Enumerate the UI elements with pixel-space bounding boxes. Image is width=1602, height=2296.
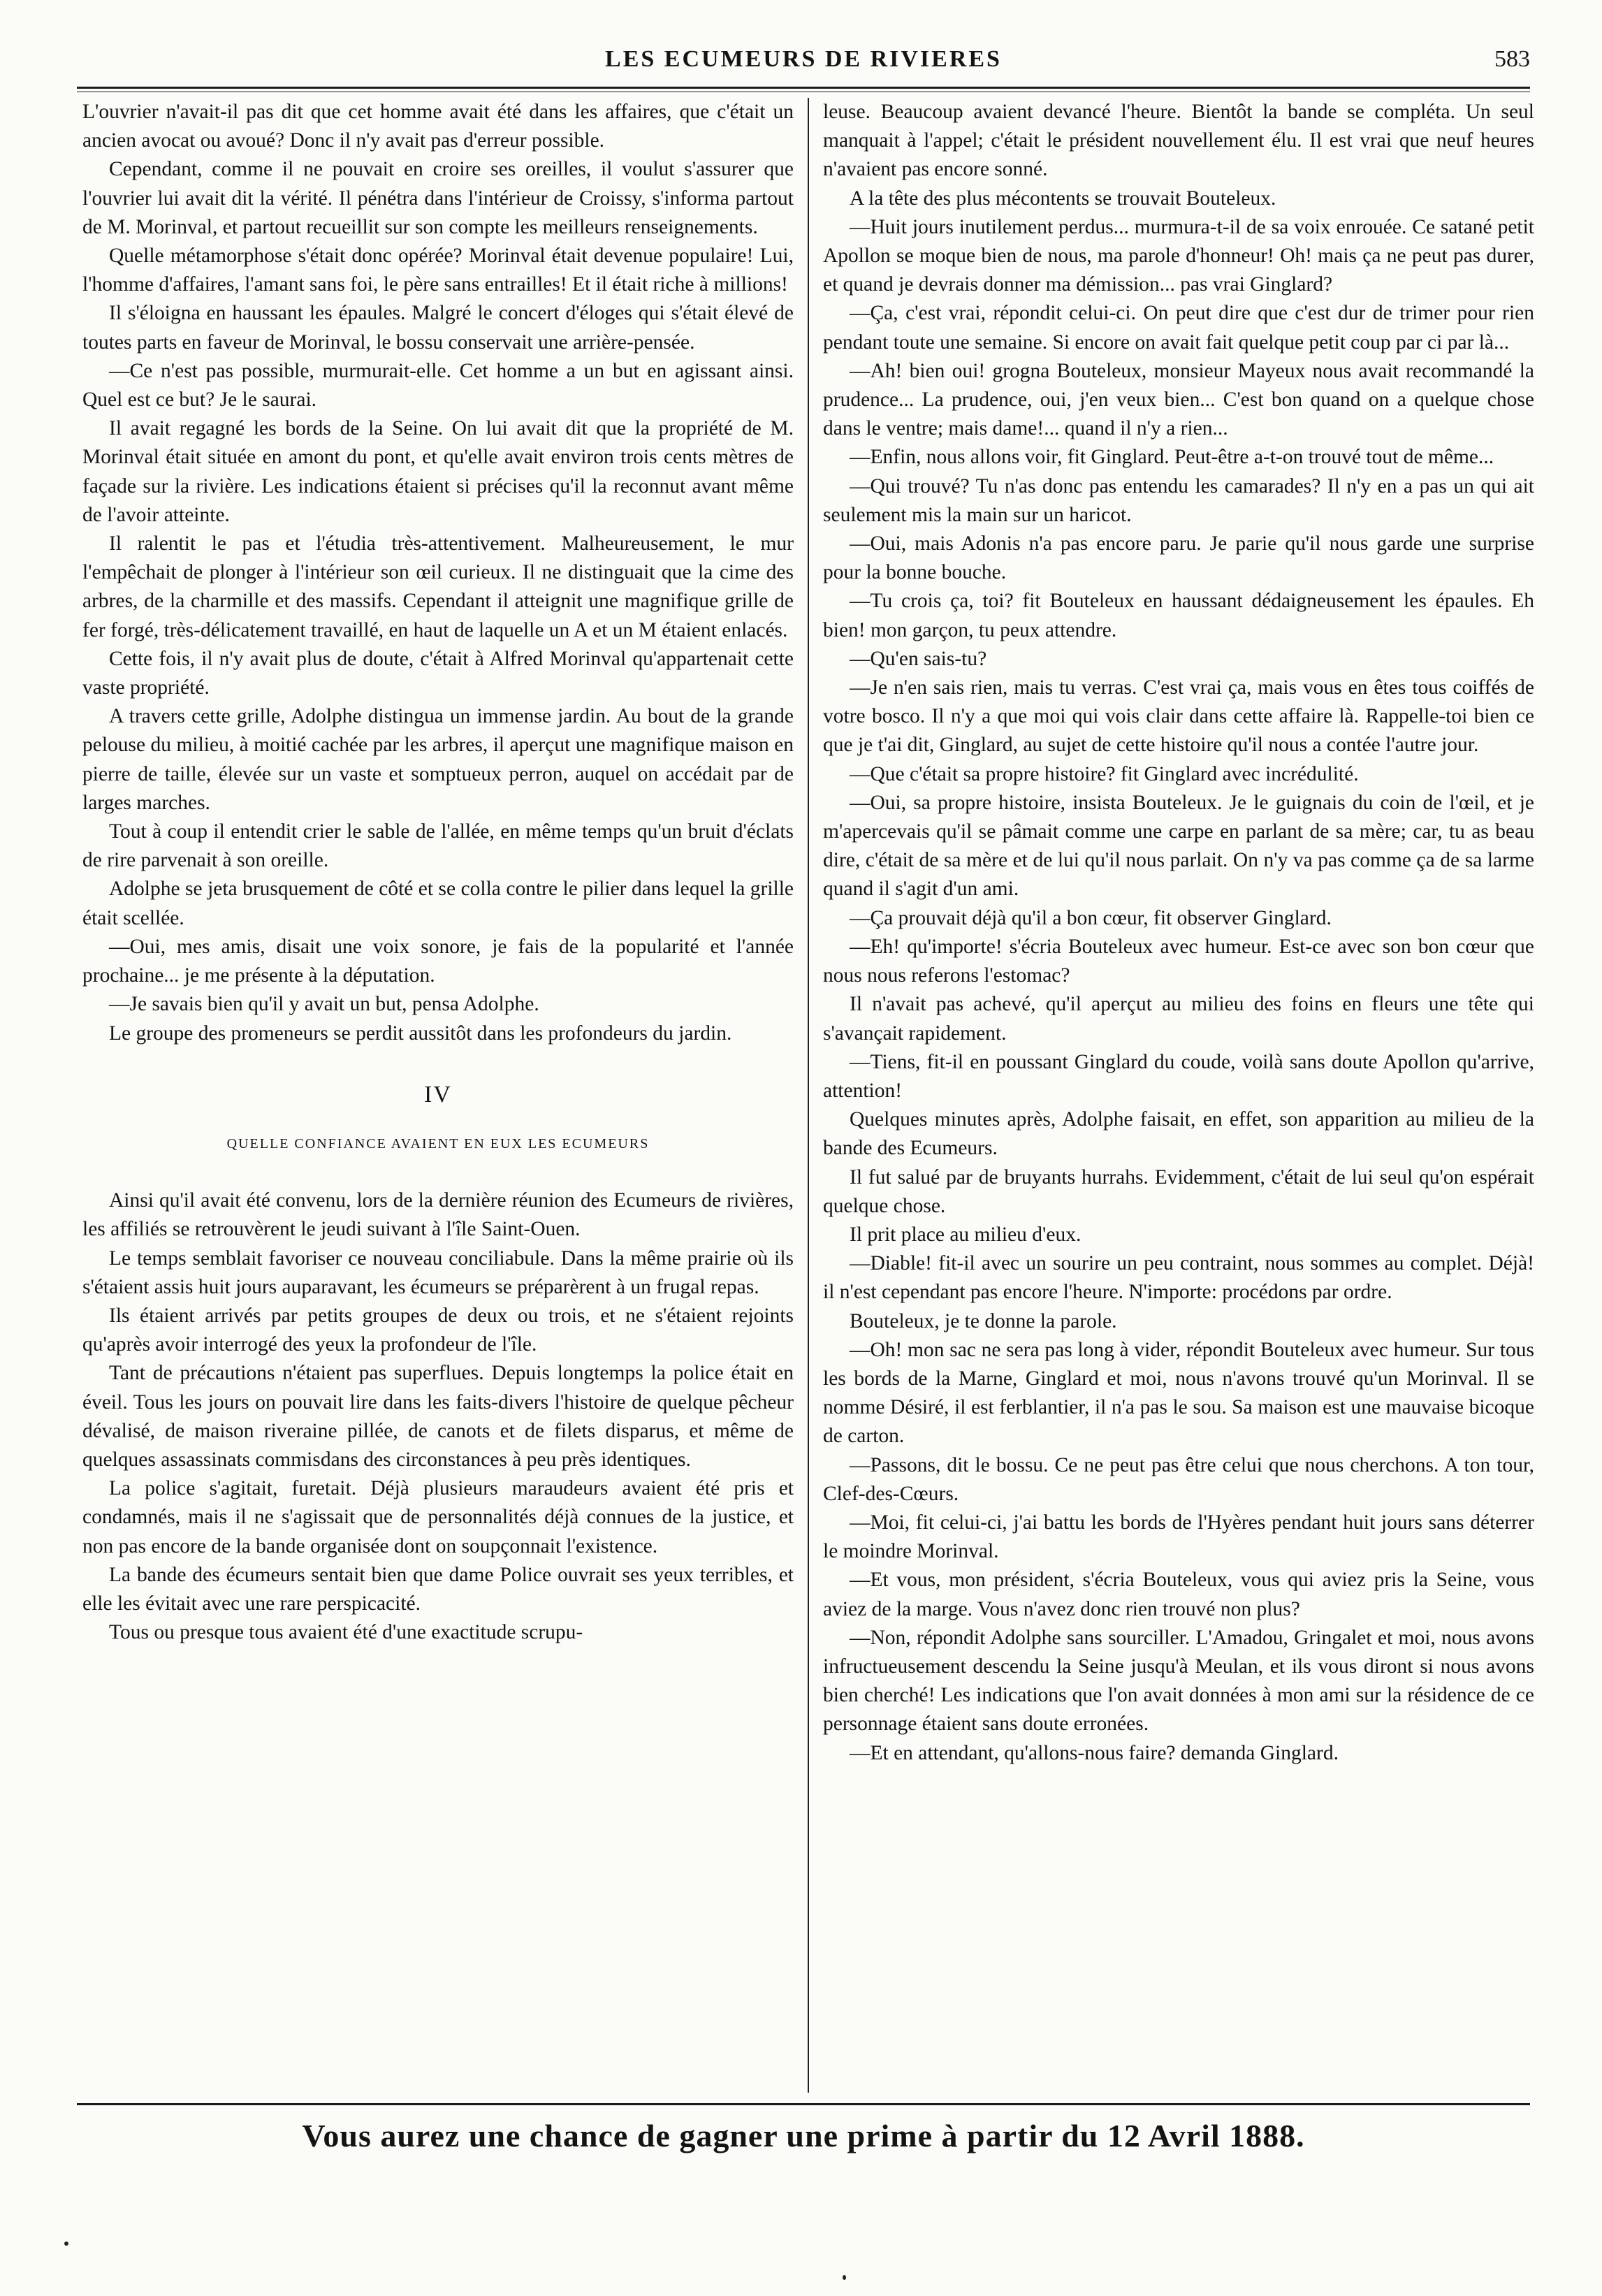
- ink-speck: [843, 2275, 846, 2280]
- paragraph: Le groupe des promeneurs se perdit aussitôt dans les profondeurs du jardin.: [109, 1022, 732, 1045]
- paragraph: —Tu crois ça, toi? fit Bouteleux en haussant dédaigneusement les épaules. Eh bien! mon garçon, tu peux attendre.: [823, 590, 1534, 641]
- paragraph: —Qu'en sais-tu?: [850, 647, 987, 670]
- paragraph: leuse. Beaucoup avaient devancé l'heure. Bientôt la bande se compléta. Un seul manquait à l'appel; c'était le président nouvellement élu. Il est vrai que neuf heures n'avaient pas encore sonné.: [823, 101, 1534, 181]
- paragraph: Il ralentit le pas et l'étudia très-attentivement. Malheureusement, le mur l'empêchait de plonger à l'intérieur son œil curieux. Il ne distinguait que la cime des arbres, de la charmille et des massifs. Cependant il atteignit une magnifique grille de fer forgé, très-délicatement travaillé, en haut de laquelle un A et un M étaient enlacés.: [82, 532, 794, 641]
- paragraph: Il avait regagné les bords de la Seine. On lui avait dit que la propriété de M. Morinval était située en amont du pont, et qu'elle avait environ trois cents mètres de façade sur la rivière. Les indications étaient si précises qu'il la reconnut avant même de l'avoir atteinte.: [82, 417, 794, 526]
- paragraph: —Et en attendant, qu'allons-nous faire? demanda Ginglard.: [850, 1741, 1339, 1764]
- header-rule: [77, 87, 1530, 89]
- running-title: LES ECUMEURS DE RIVIERES: [605, 46, 1002, 72]
- paragraph: A la tête des plus mécontents se trouvait Bouteleux.: [850, 187, 1276, 210]
- paragraph: —Ça, c'est vrai, répondit celui-ci. On peut dire que c'est dur de trimer pour rien pendant toute une semaine. Si encore on avait fait quelque petit coup par ci par là...: [823, 302, 1534, 354]
- paragraph: —Enfin, nous allons voir, fit Ginglard. Peut-être a-t-on trouvé tout de même...: [850, 446, 1494, 469]
- paragraph: La bande des écumeurs sentait bien que dame Police ouvrait ses yeux terribles, et elle les évitait avec une rare perspicacité.: [82, 1563, 794, 1615]
- paragraph: —Passons, dit le bossu. Ce ne peut pas être celui que nous cherchons. A ton tour, Clef-des-Cœurs.: [823, 1453, 1534, 1505]
- paragraph: —Que c'était sa propre histoire? fit Ginglard avec incrédulité.: [850, 762, 1359, 785]
- right-column: [823, 98, 1534, 2096]
- paragraph: A travers cette grille, Adolphe distingua un immense jardin. Au bout de la grande pelouse du milieu, à moitié cachée par les arbres, il aperçut une magnifique maison en pierre de taille, élevée sur un vaste et somptueux perron, auquel on accédait par de larges marches.: [82, 705, 794, 814]
- paragraph: Tous ou presque tous avaient été d'une exactitude scrupu-: [109, 1621, 583, 1644]
- paragraph: Bouteleux, je te donne la parole.: [850, 1309, 1117, 1332]
- paragraph: Quelques minutes après, Adolphe faisait, en effet, son apparition au milieu de la bande des Ecumeurs.: [823, 1108, 1534, 1160]
- paragraph: Cette fois, il n'y avait plus de doute, c'était à Alfred Morinval qu'appartenait cette vaste propriété.: [82, 647, 794, 699]
- paragraph: —Je savais bien qu'il y avait un but, pensa Adolphe.: [109, 993, 539, 1016]
- ink-speck: [64, 2241, 68, 2246]
- paragraph: Le temps semblait favoriser ce nouveau conciliabule. Dans la même prairie où ils s'étaient assis huit jours auparavant, les écumeurs se préparèrent à un frugal repas.: [82, 1247, 794, 1298]
- paragraph: Tout à coup il entendit crier le sable de l'allée, en même temps qu'un bruit d'éclats de rire parvenait à son oreille.: [82, 820, 794, 872]
- paragraph: —Huit jours inutilement perdus... murmura-t-il de sa voix enrouée. Ce satané petit Apollon se moque bien de nous, ma parole d'honneur! Oh! mais ça ne peut pas durer, et quand je devrais donner ma démission... pas vrai Ginglard?: [823, 215, 1534, 296]
- paragraph: —Eh! qu'importe! s'écria Bouteleux avec humeur. Est-ce avec son bon cœur que nous nous referons l'estomac?: [823, 935, 1534, 987]
- column-divider: [808, 98, 809, 2093]
- paragraph: —Moi, fit celui-ci, j'ai battu les bords de l'Hyères pendant huit jours sans déterrer le moindre Morinval.: [823, 1511, 1534, 1563]
- paragraph: Quelle métamorphose s'était donc opérée? Morinval était devenue populaire! Lui, l'homme d'affaires, l'amant sans foi, le père sans entrailles! Et il était riche à millions!: [82, 245, 794, 296]
- paragraph: L'ouvrier n'avait-il pas dit que cet homme avait été dans les affaires, que c'était un ancien avocat ou avoué? Donc il n'y avait pas d'erreur possible.: [82, 101, 794, 152]
- paragraph: Il s'éloigna en haussant les épaules. Malgré le concert d'éloges qui s'était élevé de toutes parts en faveur de Morinval, le bossu conservait une arrière-pensée.: [82, 302, 794, 354]
- left-column: [82, 98, 794, 2096]
- page-number: 583: [1494, 46, 1530, 72]
- page-header: [77, 46, 1530, 85]
- paragraph: —Ah! bien oui! grogna Bouteleux, monsieur Mayeux nous avait recommandé la prudence... La prudence, oui, j'en veux bien... C'est bon quand on a quelque chose dans le ventre; mais dame!... quand il n'y a rien...: [823, 359, 1534, 440]
- chapter-number: IV: [424, 1081, 452, 1107]
- paragraph: La police s'agitait, furetait. Déjà plusieurs maraudeurs avaient été pris et condamnés, mais il ne s'agissait que de personnalités déjà connues de la justice, et non pas encore de la bande organisée dont on soupçonnait l'existence.: [82, 1477, 794, 1557]
- paragraph: —Oui, mais Adonis n'a pas encore paru. Je parie qu'il nous garde une surprise pour la bonne bouche.: [823, 532, 1534, 584]
- footer-rule: [77, 2103, 1530, 2105]
- paragraph: —Oui, sa propre histoire, insista Bouteleux. Je le guignais du coin de l'œil, et je m'apercevais qu'il se pâmait comme une carpe en parlant de sa mère; car, tu as beau dire, c'était de sa mère et de lui qu'il nous parlait. On n'y va pas comme ça de sa larme quand il s'agit d'un ami.: [823, 791, 1534, 901]
- paragraph: Il prit place au milieu d'eux.: [850, 1223, 1082, 1246]
- paragraph: —Je n'en sais rien, mais tu verras. C'est vrai ça, mais vous en êtes tous coiffés de votre bosco. Il n'y a que moi qui vois clair dans cette affaire là. Rappelle-toi bien ce que je t'ai dit, Ginglard, au sujet de cette histoire qu'il nous a contée l'autre jour.: [823, 676, 1534, 757]
- paragraph: Tant de précautions n'étaient pas superflues. Depuis longtemps la police était en éveil. Tous les jours on pouvait lire dans les faits-divers l'histoire de quelque pêcheur dévalisé, de maison riveraine pillée, de canots et de filets disparus, et même de quelques assassinats commisdans des circonstances à peu près identiques.: [82, 1362, 794, 1471]
- paragraph: —Oui, mes amis, disait une voix sonore, je fais de la popularité et l'année prochaine... je me présente à la députation.: [82, 935, 794, 987]
- paragraph: —Qui trouvé? Tu n'as donc pas entendu les camarades? Il n'y en a pas un qui ait seulement mis la main sur un haricot.: [823, 474, 1534, 526]
- paragraph: —Ce n'est pas possible, murmurait-elle. Cet homme a un but en agissant ainsi. Quel est ce but? Je le saurai.: [82, 359, 794, 412]
- paragraph: —Oh! mon sac ne sera pas long à vider, répondit Bouteleux avec humeur. Sur tous les bords de la Marne, Ginglard et moi, nous n'avons trouvé qu'un Morinval. Il se nomme Désiré, il est ferblantier, il n'a pas le sou. Sa maison est une mauvaise bicoque de carton.: [823, 1338, 1534, 1448]
- paragraph: —Non, répondit Adolphe sans sourciller. L'Amadou, Gringalet et moi, nous avons infructueusement descendu la Seine jusqu'à Meulan, et ils vous diront si nous avons bien cherché! Les indications que l'on avait données à mon ami sur la résidence de ce personnage étaient sans doute erronées.: [823, 1626, 1534, 1736]
- paragraph: —Ça prouvait déjà qu'il a bon cœur, fit observer Ginglard.: [850, 906, 1332, 929]
- paragraph: Ainsi qu'il avait été convenu, lors de la dernière réunion des Ecumeurs de rivières, les affiliés se retrouvèrent le jeudi suivant à l'île Saint-Ouen.: [82, 1189, 794, 1241]
- footer-notice: Vous aurez une chance de gagner une prime à partir du 12 Avril 1888.: [302, 2118, 1305, 2153]
- paragraph: Adolphe se jeta brusquement de côté et se colla contre le pilier dans lequel la grille était scellée.: [82, 878, 794, 929]
- paragraph: Ils étaient arrivés par petits groupes de deux ou trois, et ne s'étaient rejoints qu'après avoir interrogé des yeux la profondeur de l'île.: [82, 1304, 794, 1356]
- paragraph: —Diable! fit-il avec un sourire un peu contraint, nous sommes au complet. Déjà! il n'est cependant pas encore l'heure. N'importe: procédons par ordre.: [823, 1252, 1534, 1304]
- paragraph: Cependant, comme il ne pouvait en croire ses oreilles, il voulut s'assurer que l'ouvrier lui avait dit la vérité. Il pénétra dans l'intérieur de Croissy, s'informa partout de M. Morinval, et partout recueillit sur son compte les meilleurs renseignements.: [82, 158, 794, 238]
- chapter-title: QUELLE CONFIANCE AVAIENT EN EUX LES ECUMEURS: [226, 1135, 650, 1151]
- paragraph: —Tiens, fit-il en poussant Ginglard du coude, voilà sans doute Apollon qu'arrive, attention!: [823, 1050, 1534, 1102]
- paragraph: Il n'avait pas achevé, qu'il aperçut au milieu des foins en fleurs une tête qui s'avançait rapidement.: [823, 993, 1534, 1045]
- paragraph: —Et vous, mon président, s'écria Bouteleux, vous qui aviez pris la Seine, vous aviez de la marge. Vous n'avez donc rien trouvé non plus?: [823, 1569, 1534, 1620]
- paragraph: Il fut salué par de bruyants hurrahs. Evidemment, c'était de lui seul qu'on espérait quelque chose.: [823, 1165, 1534, 1217]
